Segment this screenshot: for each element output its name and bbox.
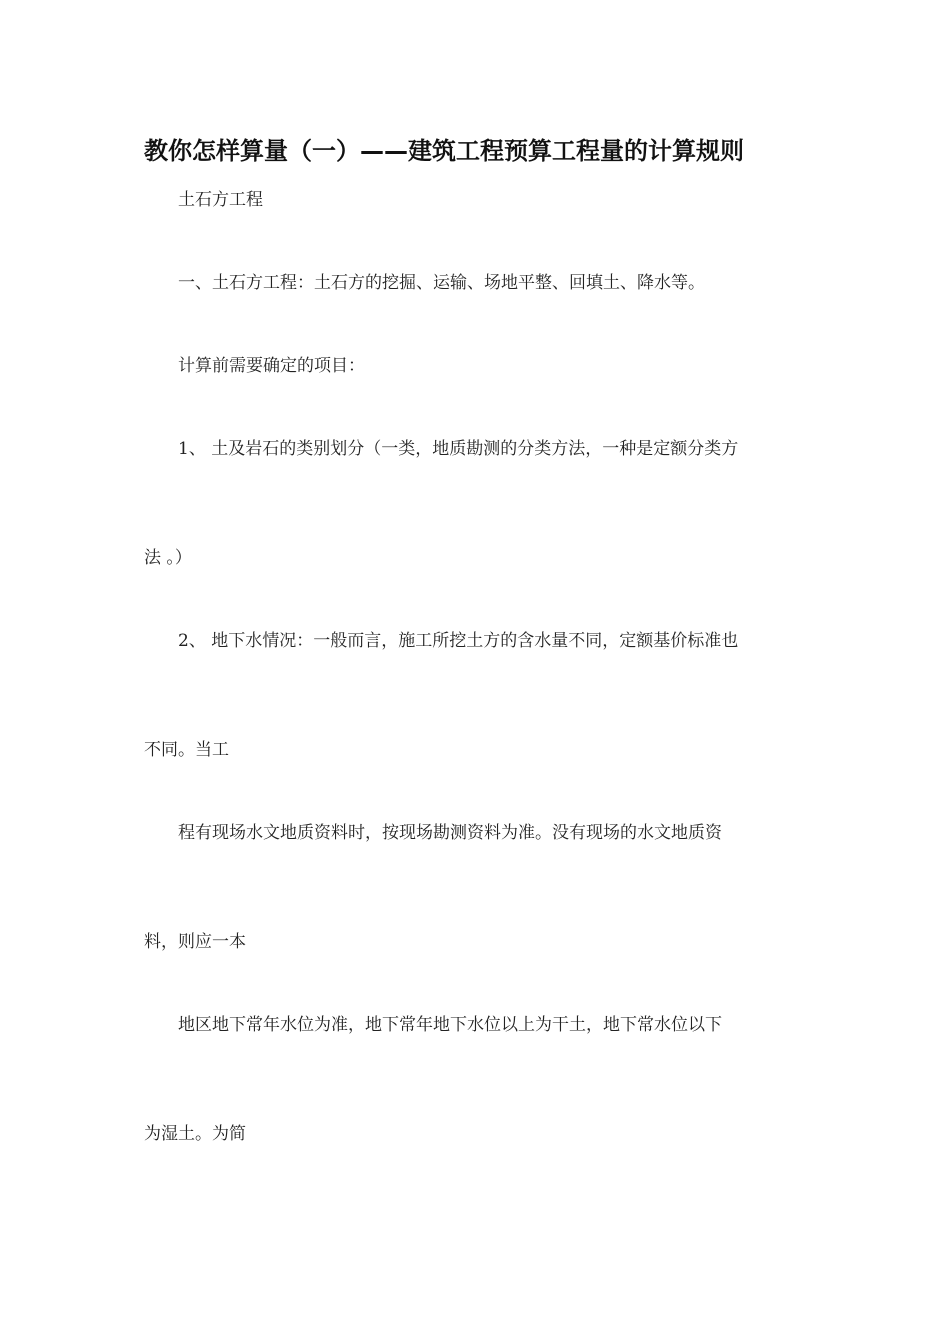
paragraph-line: 地区地下常年水位为准，地下常年地下水位以上为干土，地下常水位以下 — [178, 1015, 722, 1035]
paragraph-line: 2、 地下水情况：一般而言，施工所挖土方的含水量不同，定额基价标准也 — [178, 631, 739, 651]
paragraph-line: 法 。） — [144, 548, 192, 568]
paragraph-line: 不同。当工 — [144, 740, 229, 760]
paragraph-line: 程有现场水文地质资料时，按现场勘测资料为准。没有现场的水文地质资 — [178, 823, 722, 843]
paragraph-line: 一、土石方工程：土石方的挖掘、运输、场地平整、回填土、降水等。 — [178, 273, 705, 293]
paragraph-line: 1、 土及岩石的类别划分（一类，地质勘测的分类方法，一种是定额分类方 — [178, 439, 739, 459]
paragraph-line: 计算前需要确定的项目： — [178, 356, 365, 376]
paragraph-line: 为湿土。为简 — [144, 1124, 246, 1144]
paragraph-line: 料，则应一本 — [144, 932, 246, 952]
section-heading: 土石方工程 — [178, 190, 263, 210]
document-title: 教你怎样算量（一）——建筑工程预算工程量的计算规则 — [144, 137, 744, 165]
